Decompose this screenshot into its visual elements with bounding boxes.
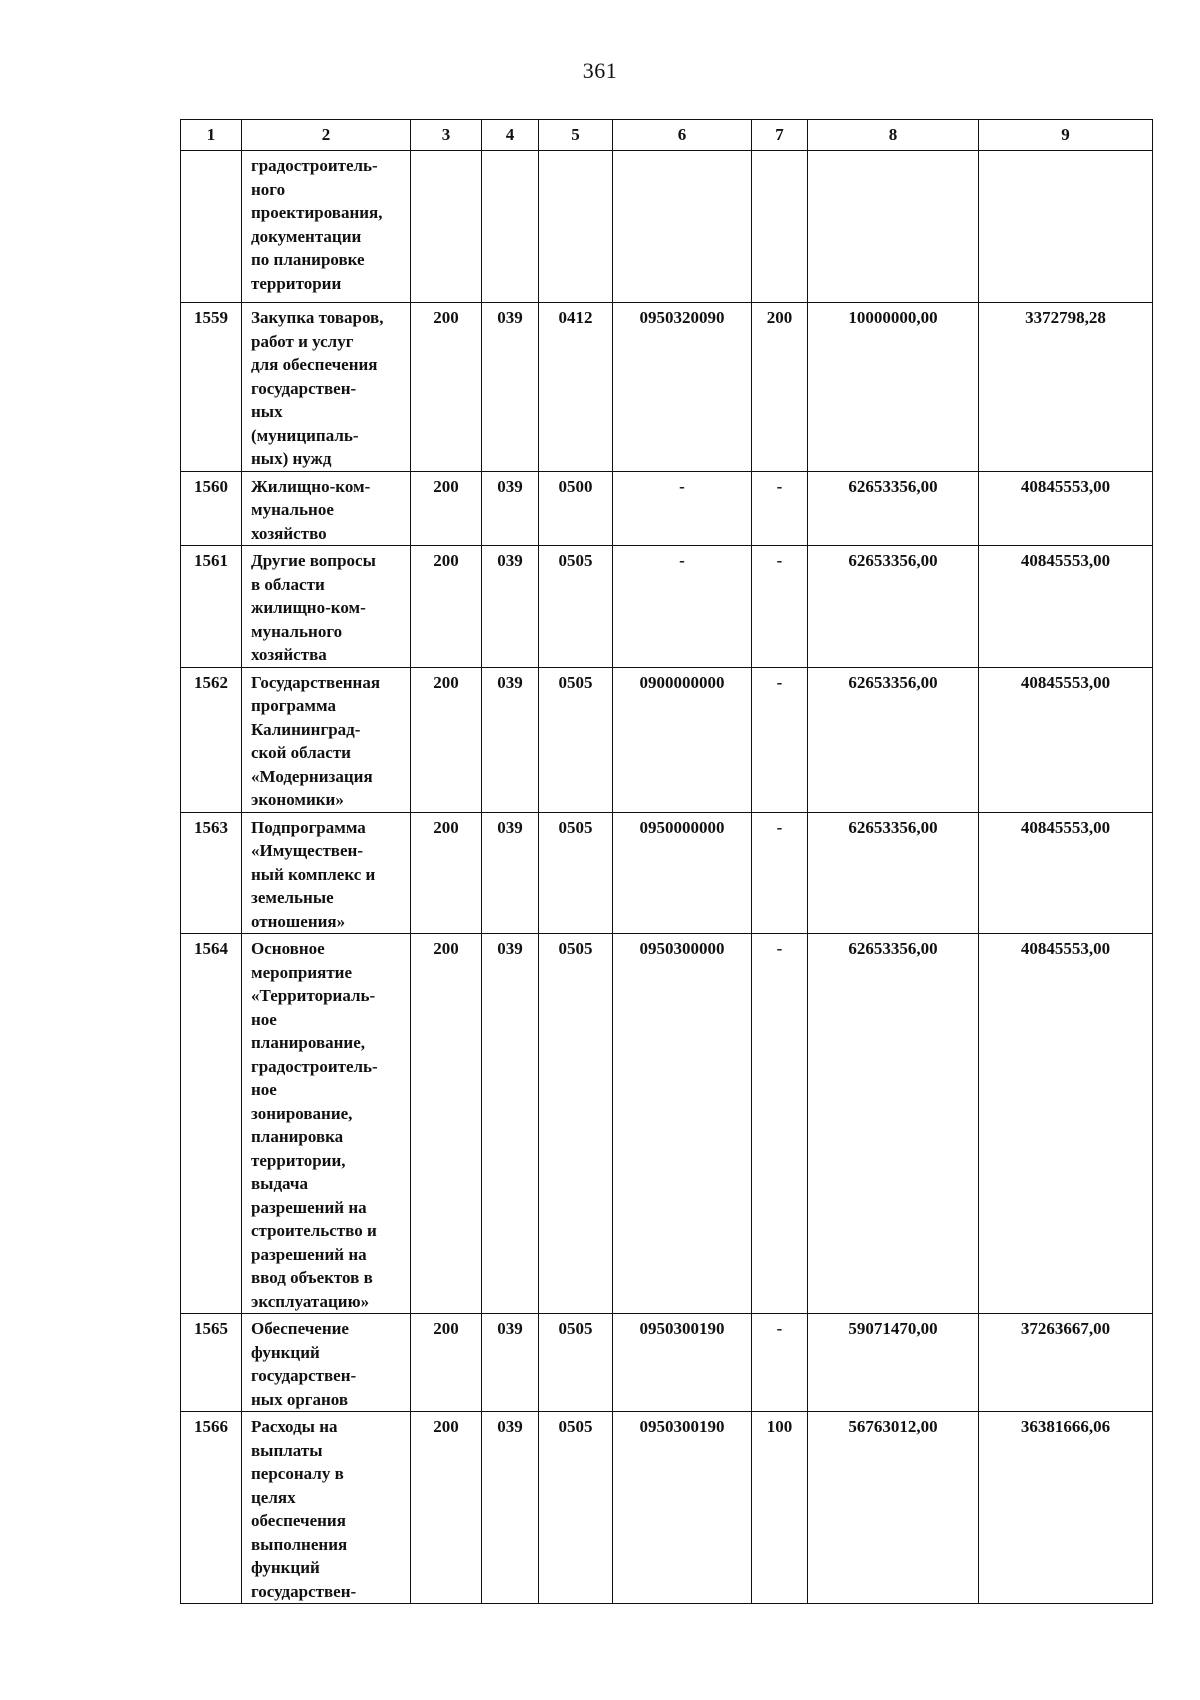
row-description <box>242 471 411 546</box>
description-line: отношения» <box>251 911 346 931</box>
description-line: зонирование, <box>251 1103 353 1123</box>
description-line: экономики» <box>251 790 344 809</box>
description-line: планировка <box>251 1127 344 1146</box>
table-body <box>181 151 1153 1604</box>
row-number: 1560 <box>181 471 242 546</box>
row-number: 1563 <box>181 812 242 934</box>
table-row <box>181 303 1153 472</box>
description-line: государствен- <box>251 1581 357 1601</box>
row-number: 1565 <box>181 1314 242 1412</box>
cell-amount-executed: 40845553,00 <box>979 812 1153 934</box>
description-line: Подпрограмма <box>251 817 366 837</box>
cell-amount-planned: 62653356,00 <box>808 667 979 812</box>
cell-col3: 200 <box>411 303 482 472</box>
row-description <box>242 934 411 1314</box>
cell-col4: 039 <box>482 934 539 1314</box>
description-line: государствен- <box>251 1366 357 1385</box>
cell-col3: 200 <box>411 1412 482 1604</box>
cell-col3 <box>411 151 482 303</box>
cell-col4 <box>482 151 539 303</box>
cell-section <box>539 151 613 303</box>
description-line: планирование, <box>251 1033 366 1052</box>
cell-col4: 039 <box>482 1412 539 1604</box>
table-row <box>181 1412 1153 1604</box>
row-number: 1564 <box>181 934 242 1314</box>
row-description <box>242 812 411 934</box>
description-line: Расходы на <box>251 1417 338 1436</box>
description-line: персоналу в <box>251 1464 344 1483</box>
cell-amount-planned: 62653356,00 <box>808 934 979 1314</box>
cell-expense-type: 100 <box>752 1412 808 1604</box>
cell-section: 0505 <box>539 812 613 934</box>
row-description <box>242 667 411 812</box>
row-description <box>242 546 411 668</box>
column-header: 3 <box>411 120 482 151</box>
row-number <box>181 151 242 303</box>
description-line: Обеспечение <box>251 1319 349 1338</box>
column-header: 5 <box>539 120 613 151</box>
cell-section: 0505 <box>539 667 613 812</box>
cell-target-code: 0950320090 <box>613 303 752 472</box>
cell-col3: 200 <box>411 934 482 1314</box>
cell-col4: 039 <box>482 1314 539 1412</box>
cell-amount-executed: 40845553,00 <box>979 934 1153 1314</box>
cell-amount-executed: 3372798,28 <box>979 303 1153 472</box>
cell-expense-type: - <box>752 1314 808 1412</box>
description-line: ное <box>251 1009 277 1029</box>
cell-target-code <box>613 151 752 303</box>
cell-expense-type: - <box>752 934 808 1314</box>
cell-expense-type: 200 <box>752 303 808 472</box>
table-row <box>181 546 1153 668</box>
description-line: «Территориаль- <box>251 986 376 1005</box>
page-number: 361 <box>582 58 618 83</box>
cell-col3: 200 <box>411 812 482 934</box>
cell-target-code: 0950300190 <box>613 1314 752 1412</box>
cell-section: 0505 <box>539 1412 613 1604</box>
description-line: хозяйства <box>251 645 327 664</box>
row-description <box>242 1314 411 1412</box>
description-line: документации <box>251 226 362 246</box>
cell-col4: 039 <box>482 303 539 472</box>
row-number: 1559 <box>181 303 242 472</box>
cell-col4: 039 <box>482 812 539 934</box>
row-description <box>242 151 411 303</box>
column-header: 8 <box>808 120 979 151</box>
cell-section: 0505 <box>539 1314 613 1412</box>
cell-expense-type: - <box>752 546 808 668</box>
description-line: ных) нужд <box>251 449 332 468</box>
description-line: выдача <box>251 1174 308 1193</box>
table-row <box>181 812 1153 934</box>
description-line: хозяйство <box>251 523 327 543</box>
description-line: Калининград- <box>251 719 361 739</box>
description-line: градостроитель- <box>251 156 378 175</box>
description-line: функций <box>251 1558 320 1577</box>
description-line: ных <box>251 402 283 421</box>
description-line: Закупка товаров, <box>251 308 384 327</box>
cell-amount-executed: 40845553,00 <box>979 546 1153 668</box>
cell-col4: 039 <box>482 546 539 668</box>
description-line: Основное <box>251 939 325 958</box>
description-line: ской области <box>251 743 351 762</box>
cell-amount-planned: 62653356,00 <box>808 812 979 934</box>
description-line: программа <box>251 696 336 715</box>
description-line: обеспечения <box>251 1511 346 1530</box>
column-header: 9 <box>979 120 1153 151</box>
cell-col3: 200 <box>411 1314 482 1412</box>
description-line: проектирования, <box>251 203 383 222</box>
cell-amount-planned: 62653356,00 <box>808 546 979 668</box>
description-line: территории <box>251 273 342 293</box>
description-line: функций <box>251 1342 320 1362</box>
cell-col3: 200 <box>411 471 482 546</box>
column-header: 6 <box>613 120 752 151</box>
row-number: 1566 <box>181 1412 242 1604</box>
row-description <box>242 1412 411 1604</box>
cell-target-code: - <box>613 546 752 668</box>
cell-section: 0505 <box>539 934 613 1314</box>
cell-col4: 039 <box>482 667 539 812</box>
column-header: 7 <box>752 120 808 151</box>
description-line: государствен- <box>251 378 357 398</box>
description-line: ное <box>251 1080 277 1099</box>
column-header: 1 <box>181 120 242 151</box>
description-line: мероприятие <box>251 962 353 982</box>
cell-expense-type: - <box>752 471 808 546</box>
description-line: «Имуществен- <box>251 841 363 860</box>
description-line: разрешений на <box>251 1197 367 1217</box>
table-row <box>181 151 1153 303</box>
cell-expense-type <box>752 151 808 303</box>
row-description <box>242 303 411 472</box>
cell-amount-executed: 40845553,00 <box>979 667 1153 812</box>
description-line: строительство и <box>251 1221 377 1240</box>
cell-col3: 200 <box>411 546 482 668</box>
description-line: разрешений на <box>251 1244 367 1264</box>
cell-amount-executed <box>979 151 1153 303</box>
description-line: эксплуатацию» <box>251 1291 370 1311</box>
description-line: по планировке <box>251 250 365 269</box>
cell-amount-planned: 62653356,00 <box>808 471 979 546</box>
budget-table <box>180 119 1153 1604</box>
cell-amount-executed: 40845553,00 <box>979 471 1153 546</box>
cell-amount-planned: 56763012,00 <box>808 1412 979 1604</box>
cell-section: 0412 <box>539 303 613 472</box>
row-number: 1562 <box>181 667 242 812</box>
description-line: Государственная <box>251 672 381 692</box>
description-line: для обеспечения <box>251 355 378 374</box>
cell-section: 0500 <box>539 471 613 546</box>
description-line: мунальное <box>251 500 334 519</box>
cell-col3: 200 <box>411 667 482 812</box>
description-line: выплаты <box>251 1440 323 1460</box>
description-line: ввод объектов в <box>251 1268 373 1287</box>
cell-target-code: - <box>613 471 752 546</box>
cell-expense-type: - <box>752 812 808 934</box>
cell-section: 0505 <box>539 546 613 668</box>
table-row <box>181 471 1153 546</box>
cell-amount-executed: 37263667,00 <box>979 1314 1153 1412</box>
cell-target-code: 0950300190 <box>613 1412 752 1604</box>
table-row <box>181 934 1153 1314</box>
description-line: работ и услуг <box>251 331 354 351</box>
header-row <box>181 120 1153 151</box>
description-line: в области <box>251 574 325 594</box>
cell-col4: 039 <box>482 471 539 546</box>
description-line: Другие вопросы <box>251 551 376 570</box>
cell-target-code: 0900000000 <box>613 667 752 812</box>
cell-target-code: 0950000000 <box>613 812 752 934</box>
description-line: жилищно-ком- <box>251 598 366 617</box>
table-row <box>181 667 1153 812</box>
table-row <box>181 1314 1153 1412</box>
column-header: 4 <box>482 120 539 151</box>
cell-target-code: 0950300000 <box>613 934 752 1314</box>
cell-amount-planned: 10000000,00 <box>808 303 979 472</box>
cell-amount-planned <box>808 151 979 303</box>
description-line: земельные <box>251 888 334 907</box>
description-line: (муниципаль- <box>251 425 359 445</box>
description-line: ных органов <box>251 1389 349 1409</box>
description-line: мунального <box>251 621 343 641</box>
row-number: 1561 <box>181 546 242 668</box>
cell-amount-executed: 36381666,06 <box>979 1412 1153 1604</box>
cell-amount-planned: 59071470,00 <box>808 1314 979 1412</box>
description-line: градостроитель- <box>251 1056 378 1076</box>
cell-expense-type: - <box>752 667 808 812</box>
description-line: «Модернизация <box>251 766 373 786</box>
column-header: 2 <box>242 120 411 151</box>
description-line: ный комплекс и <box>251 864 376 884</box>
description-line: территории, <box>251 1150 346 1170</box>
description-line: ного <box>251 179 286 199</box>
description-line: целях <box>251 1487 296 1507</box>
description-line: выполнения <box>251 1534 348 1554</box>
description-line: Жилищно-ком- <box>251 476 371 496</box>
